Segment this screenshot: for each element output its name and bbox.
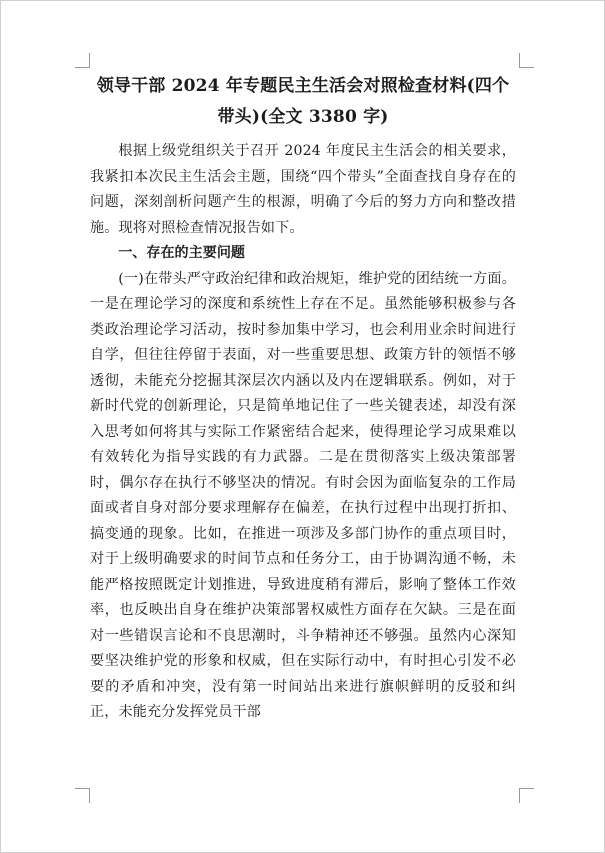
document-body[interactable] [90,71,516,726]
document-title: 领导干部 2024 年专题民主生活会对照检查材料(四个带头)(全文 3380 字) [96,76,510,127]
intro-paragraph: 根据上级党组织关于召开 2024 年度民主生活会的相关要求，我紧扣本次民主生活会主题，围绕“四个带头”全面查找自身存在的问题，深刻剖析问题产生的根源，明确了今后的努力方向和整改措施。现将对照检查情况报告如下。 [90,143,516,236]
section-heading: 一、存在的主要问题 [118,245,246,261]
crop-mark-bottom-left [75,788,90,803]
crop-mark-bottom-right [519,788,534,803]
body-paragraph: (一)在带头严守政治纪律和政治规矩，维护党的团结统一方面。一是在理论学习的深度和系统性上存在不足。虽然能够积极参与各类政治理论学习活动，按时参加集中学习，也会利用业余时间进行自学，但往往停留于表面，对一些重要思想、政策方针的领悟不够透彻，未能充分挖掘其深层次内涵以及内在逻辑联系。例如，对于新时代党的创新理论，只是简单地记住了一些关键表述，却没有深入思考如何将其与实际工作紧密结合起来，使得理论学习成果难以有效转化为指导实践的有力武器。二是在贯彻落实上级决策部署时，偶尔存在执行不够坚决的情况。有时会因为面临复杂的工作局面或者自身对部分要求理解存在偏差，在执行过程中出现打折扣、搞变通的现象。比如，在推进一项涉及多部门协作的重点项目时，对于上级明确要求的时间节点和任务分工，由于协调沟通不畅，未能严格按照既定计划推进，导致进度稍有滞后，影响了整体工作效率，也反映出自身在维护决策部署权威性方面存在欠缺。三是在面对一些错误言论和不良思潮时，斗争精神还不够强。虽然内心深知要坚决维护党的形象和权威，但在实际行动中，有时担心引发不必要的矛盾和冲突，没有第一时间站出来进行旗帜鲜明的反驳和纠正，未能充分发挥党员干部 [90,270,516,720]
crop-mark-top-right [519,53,534,68]
crop-mark-top-left [75,53,90,68]
